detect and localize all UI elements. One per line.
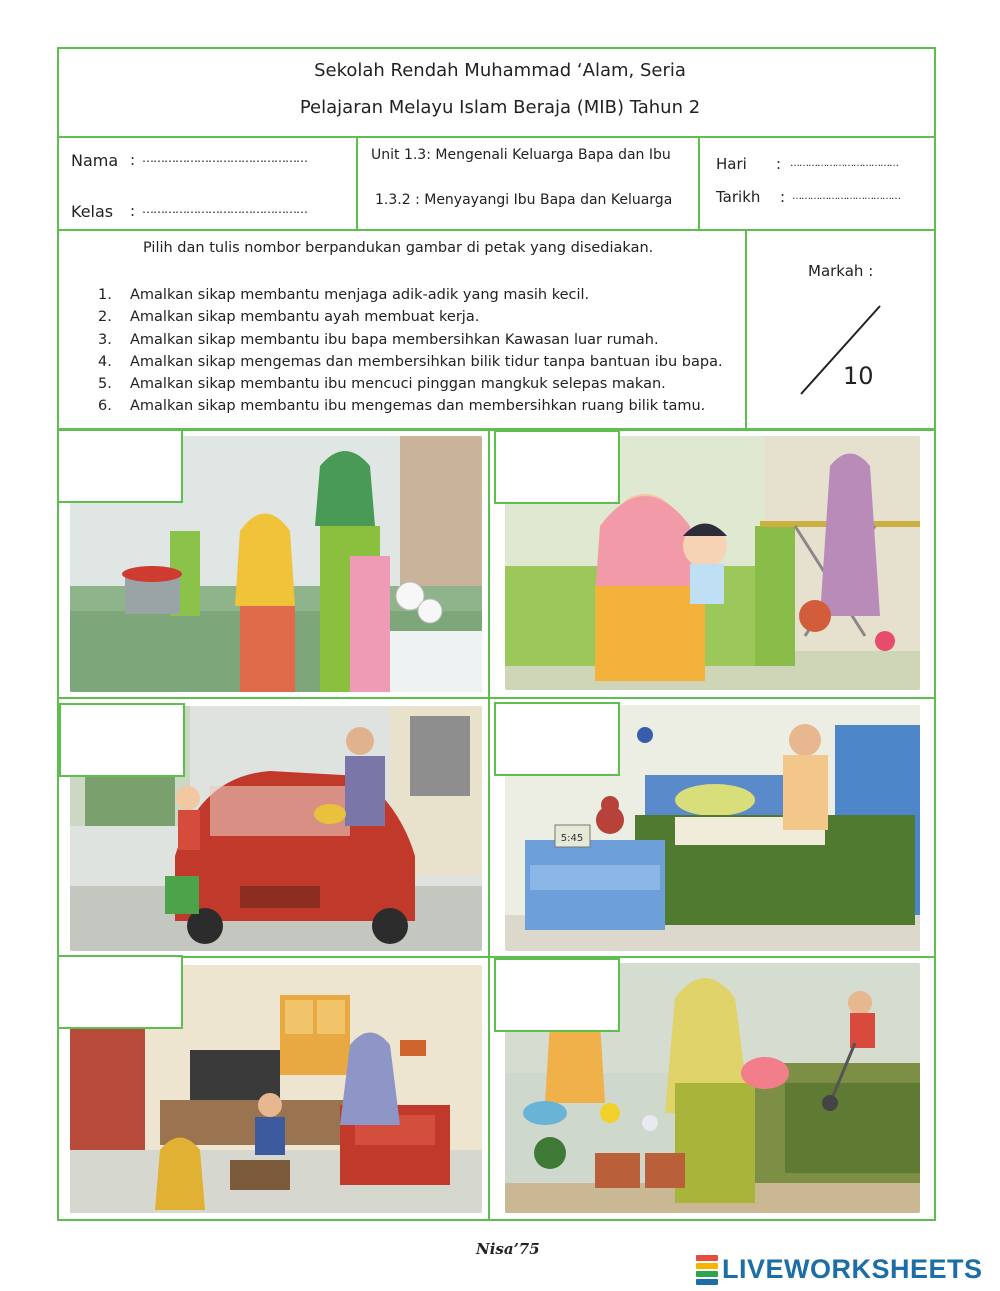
marks-total: 10 xyxy=(843,362,874,390)
answer-box-3[interactable] xyxy=(59,703,185,777)
answer-box-2[interactable] xyxy=(494,430,620,504)
info-col-divider-2 xyxy=(698,136,700,230)
list-item: 2. Amalkan sikap membantu ayah membuat kerja. xyxy=(98,309,480,326)
nama-colon: : xyxy=(130,151,136,169)
instruction-text: Pilih dan tulis nombor berpandukan gambar di petak yang disediakan. xyxy=(143,240,654,256)
header-divider xyxy=(57,136,936,138)
info-divider xyxy=(57,229,936,231)
unit-title: Unit 1.3: Mengenali Keluarga Bapa dan Ibu xyxy=(371,147,671,163)
grid-col-divider xyxy=(488,429,490,1221)
nama-label: Nama xyxy=(71,151,119,170)
list-item: 4. Amalkan sikap mengemas dan membersihkan bilik tidur tanpa bantuan ibu bapa. xyxy=(98,353,723,370)
answer-box-6[interactable] xyxy=(494,958,620,1032)
hari-label: Hari xyxy=(716,155,747,173)
info-col-divider-1 xyxy=(356,136,358,230)
subject-title: Pelajaran Melayu Islam Beraja (MIB) Tahun 2 xyxy=(299,97,701,118)
clock-display: 5:45 xyxy=(560,833,584,844)
list-item: 5. Amalkan sikap membantu ibu mencuci pinggan mangkuk selepas makan. xyxy=(98,376,666,393)
tarikh-field[interactable]: ……………………………… xyxy=(792,191,900,202)
kelas-field[interactable]: ……………………………………… xyxy=(142,202,307,216)
nama-field[interactable]: ……………………………………… xyxy=(142,151,307,165)
tarikh-label: Tarikh xyxy=(716,188,761,206)
brand-name: LIVEWORKSHEETS xyxy=(722,1253,983,1284)
list-item: 6. Amalkan sikap membantu ibu mengemas dan membersihkan ruang bilik tamu. xyxy=(98,398,706,415)
marks-label: Markah : xyxy=(808,262,874,280)
liveworksheets-logo[interactable] xyxy=(696,1254,983,1284)
answer-box-5[interactable] xyxy=(57,955,183,1029)
instruction-list xyxy=(98,284,723,418)
tarikh-colon: : xyxy=(780,188,786,206)
school-name: Sekolah Rendah Muhammad ‘Alam, Seria xyxy=(314,60,686,81)
author-signature: Nisa’75 xyxy=(476,1240,540,1258)
answer-box-1[interactable] xyxy=(57,429,183,503)
logo-icon xyxy=(696,1255,718,1283)
answer-box-4[interactable] xyxy=(494,702,620,776)
kelas-colon: : xyxy=(130,202,136,220)
grid-row-divider-1 xyxy=(57,697,936,699)
list-item: 1. Amalkan sikap membantu menjaga adik-adik yang masih kecil. xyxy=(98,287,590,303)
list-item: 3. Amalkan sikap membantu ibu bapa membersihkan Kawasan luar rumah. xyxy=(98,331,659,348)
hari-field[interactable]: ……………………………… xyxy=(790,158,898,169)
subunit-title: 1.3.2 : Menyayangi Ibu Bapa dan Keluarga xyxy=(375,192,673,208)
hari-colon: : xyxy=(776,155,782,173)
kelas-label: Kelas xyxy=(71,202,114,221)
marks-divider xyxy=(745,229,747,430)
